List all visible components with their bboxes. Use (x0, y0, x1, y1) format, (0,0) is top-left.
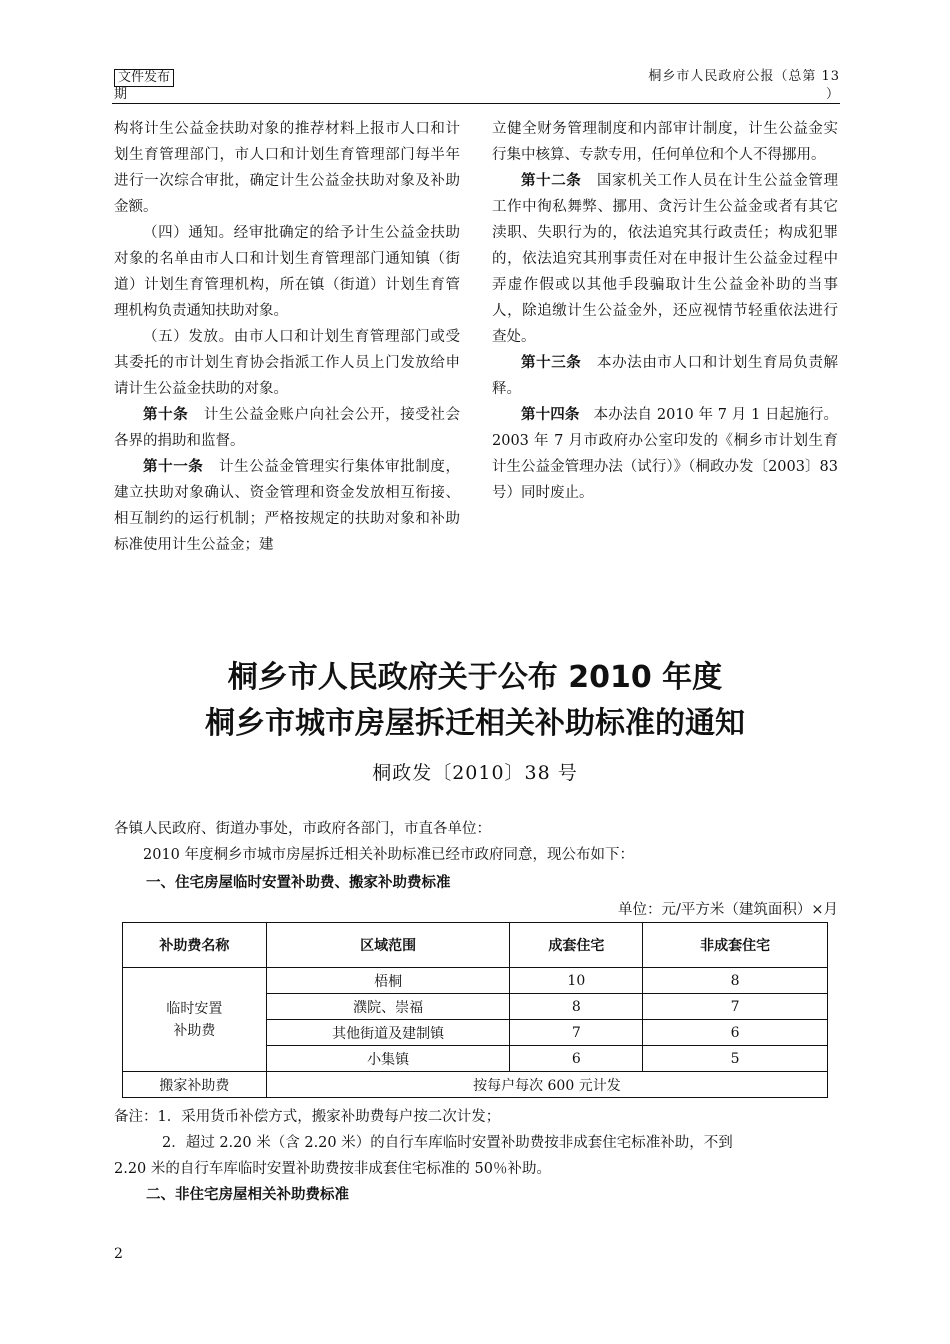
left-column (114, 116, 460, 558)
right-column (492, 116, 838, 506)
notice-title-line2: 桐乡市城市房屋拆迁相关补助标准的通知 (205, 706, 745, 741)
section-heading-2: 二、非住宅房屋相关补助费标准 (146, 1187, 349, 1203)
article-text: 国家机关工作人员在计生公益金管理工作中徇私舞弊、挪用、贪污计生公益金或者有其它渎职、失职行为的，依法追究其行政责任；构成犯罪的，依法追究其刑事责任对在申报计生公益金过程中弄虚作假或以其他手段骗取计生公益金补助的当事人，除追缴计生公益金外，还应视情节轻重依法进行查处。 (492, 173, 839, 345)
incomplete-cell: 5 (643, 1046, 828, 1072)
gazette-title: 桐乡市人民政府公报（总第 13 (648, 69, 840, 84)
paragraph: 立健全财务管理制度和内部审计制度，计生公益金实行集中核算、专款专用，任何单位和个人不得挪用。 (492, 121, 838, 163)
notice-title-line1: 桐乡市人民政府关于公布 2010 年度 (227, 660, 723, 695)
table-row-moving (123, 1072, 828, 1098)
column-header: 补助费名称 (123, 923, 267, 968)
subsidy-table (122, 922, 828, 1098)
header-rule (112, 103, 840, 104)
area-cell: 其他街道及建制镇 (266, 1020, 510, 1046)
column-header: 区域范围 (266, 923, 510, 968)
article-13 (492, 350, 838, 402)
gazette-title-close: ） (826, 87, 840, 102)
paragraph: （四）通知。经审批确定的给予计生公益金扶助对象的名单由市人口和计划生育管理部门通知镇（街道）计划生育管理机构，所在镇（街道）计划生育管理机构负责通知扶助对象。 (114, 225, 460, 319)
article-label: 第十一条 (143, 459, 204, 475)
article-text: 本办法自 2010 年 7 月 1 日起施行。2003 年 7 月市政府办公室印发的《桐乡市计划生育计生公益金管理办法（试行）》（桐政办发〔2003〕83 号）同时废止。 (492, 407, 839, 501)
remarks-line: 备注：1．采用货币补偿方式，搬家补助费每户按二次计发； (114, 1109, 501, 1125)
moving-value-cell: 按每户每次 600 元计发 (266, 1072, 827, 1098)
section-tag: 文件发布 (114, 69, 174, 87)
page-number: 2 (114, 1246, 123, 1262)
document-number: 桐政发〔2010〕38 号 (372, 762, 578, 784)
group-label-line2: 补助费 (173, 1022, 216, 1039)
column-header: 非成套住宅 (643, 923, 828, 968)
complete-cell: 6 (510, 1046, 643, 1072)
remarks-line: 2．超过 2.20 米（含 2.20 米）的自行车库临时安置补助费按非成套住宅标准补助，不到 (162, 1135, 733, 1151)
article-10 (114, 402, 460, 454)
paragraph: （五）发放。由市人口和计划生育管理部门或受其委托的市计划生育协会指派工作人员上门发放给申请计生公益金扶助的对象。 (114, 329, 460, 397)
article-label: 第十四条 (521, 407, 580, 423)
incomplete-cell: 7 (643, 994, 828, 1020)
article-text: 本办法由市人口和计划生育局负责解释。 (492, 355, 839, 397)
addressee: 各镇人民政府、街道办事处，市政府各部门，市直各单位： (114, 821, 491, 837)
remarks-line: 2.20 米的自行车库临时安置补助费按非成套住宅标准的 50％补助。 (114, 1161, 551, 1177)
header-period: 期 (114, 87, 128, 102)
paragraph: 构将计生公益金扶助对象的推荐材料上报市人口和计划生育管理部门，市人口和计划生育管理部门每半年进行一次综合审批，确定计生公益金扶助对象及补助金额。 (114, 121, 460, 215)
incomplete-cell: 8 (643, 968, 828, 994)
complete-cell: 8 (510, 994, 643, 1020)
column-header: 成套住宅 (510, 923, 643, 968)
group-label-cell (123, 968, 267, 1072)
incomplete-cell: 6 (643, 1020, 828, 1046)
group-label-line1: 临时安置 (166, 1000, 223, 1017)
area-cell: 小集镇 (266, 1046, 510, 1072)
article-11 (114, 454, 460, 558)
article-text: 计生公益金账户向社会公开，接受社会各界的捐助和监督。 (114, 407, 460, 449)
table-header-row (123, 923, 828, 968)
article-12 (492, 168, 838, 350)
area-cell: 濮院、崇福 (266, 994, 510, 1020)
article-text: 计生公益金管理实行集体审批制度，建立扶助对象确认、资金管理和资金发放相互衔接、相互制约的运行机制；严格按规定的扶助对象和补助标准使用计生公益金；建 (114, 459, 461, 553)
complete-cell: 7 (510, 1020, 643, 1046)
article-14 (492, 402, 838, 506)
moving-label-cell: 搬家补助费 (123, 1072, 267, 1098)
article-label: 第十二条 (521, 173, 582, 189)
complete-cell: 10 (510, 968, 643, 994)
unit-note: 单位：元/平方米（建筑面积）×月 (617, 902, 838, 918)
article-label: 第十三条 (521, 355, 582, 371)
area-cell: 梧桐 (266, 968, 510, 994)
intro-paragraph: 2010 年度桐乡市城市房屋拆迁相关补助标准已经市政府同意，现公布如下： (143, 847, 635, 863)
section-heading-1: 一、住宅房屋临时安置补助费、搬家补助费标准 (146, 875, 451, 891)
article-label: 第十条 (143, 407, 189, 423)
table-row (123, 968, 828, 994)
